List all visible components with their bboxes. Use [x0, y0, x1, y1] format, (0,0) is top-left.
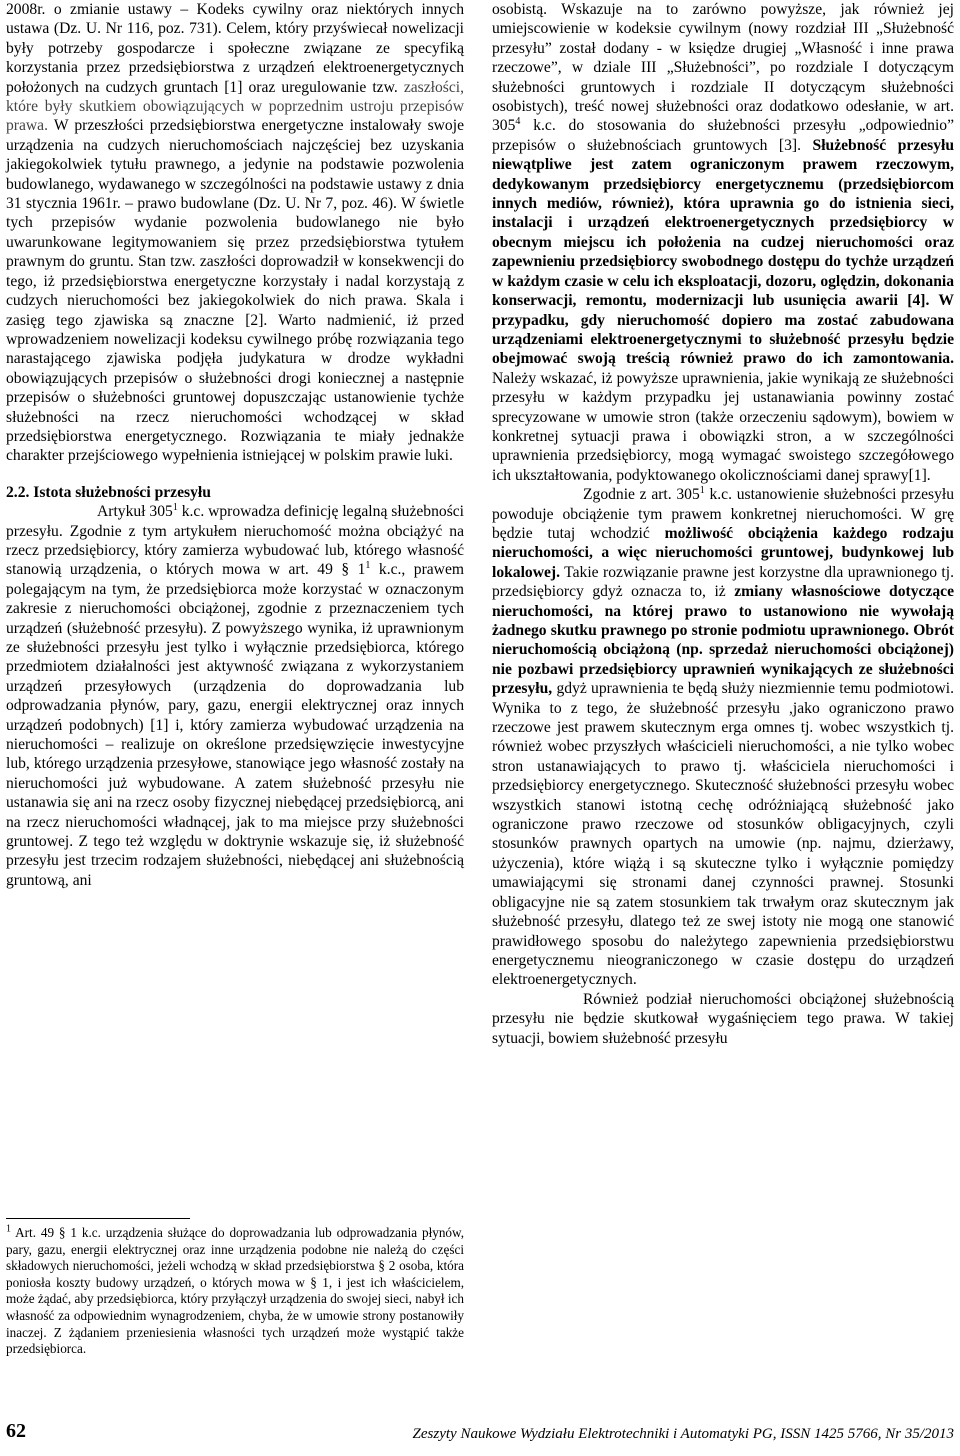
- footnote: [6, 1225, 464, 1358]
- paragraph: [6, 502, 464, 890]
- section-heading: 2.2. Istota służebności przesyłu: [6, 483, 211, 501]
- paragraph: [492, 0, 954, 485]
- text-span: Należy wskazać, iż powyższe uprawnienia, jakie wynikają ze służebności przesyłu w każdym przypadku jej ustanawiania powinny zostać sprecyzowane w umowie stron (także orzeczeniu sądowym), bowiem w konkretnej sytuacji prawa i obowiązki stron, a w szczególności uprawnienia przedsiębiorcy, mogą wymagać swoistego szczegółowego ich ukształtowania, podyktowanego okolicznościami danej sprawy[1].: [492, 369, 954, 484]
- footnote-separator: [6, 1218, 190, 1219]
- superscript: 1: [365, 560, 371, 572]
- footnote-text: Art. 49 § 1 k.c. urządzenia służące do doprowadzania lub odprowadzania płynów, pary, gazu, energii elektrycznej oraz inne urządzenia podobne nie należą do części składowych nieruchomości, jeżeli wchodzą w skład przedsiębiorstwa § 2 osoba, która poniosła koszty budowy urządzeń, o których mowa w § 1, i jest ich właścicielem, może żądać, aby przedsiębiorca, który przyłączył urządzenia do swojej sieci, nabył ich własność za odpowiednim wynagrodzeniem, chyba, że w umowie strony postanowiły inaczej. Z żądaniem przeniesienia własności tych urządzeń może wystąpić także przedsiębiorca.: [6, 1225, 464, 1357]
- page-number: 62: [6, 1420, 26, 1442]
- text-span: k.c. do stosowania do służebności przesyłu „odpowiednio” przepisów o służebnościach gruntowych [3].: [492, 117, 954, 154]
- text-span: k.c. ustanowienie służebności przesyłu powoduje obciążenie tym prawem konkretnej nieruchomości. W grę będzie tutaj wchodzić: [492, 486, 954, 542]
- superscript: 1: [699, 484, 705, 496]
- bold-text: zmiany własnościowe dotyczące nieruchomości, na której prawo to ustanowiono nie wywołają żadnego skutku prawnego po stronie podmiotu uprawnionego. Obrót nieruchomością obciążoną (np. sprzedaż nieruchomości obciążonej) nie pozbawi przedsiębiorcy uprawnień wynikających ze służebności przesyłu,: [492, 583, 954, 698]
- text-span: gdyż uprawnienia te będą służy niezmiennie temu podmiotowi. Wynika to z tego, że służebność przesyłu ,jako ograniczono prawo rzeczowe jest prawem skutecznym erga omnes tj. wobec wszystkich tj. również wobec przyszłych właścicieli nieruchomości, a nie tylko wobec stron ustanawiających to prawo tj. właściciela nieruchomości i przedsiębiorcy energetycznego. Skuteczność służebności przesyłu wobec wszystkich stanowi istotną cechę odróżniającą służebność jako ograniczone prawo rzeczowe od stosunków obligacyjnych, czyli stosunków prawnych opartych na umowie (np. najmu, dzierżawy, użyczenia), które wiążą i są skuteczne tylko i wyłącznie pomiędzy umawiającymi się stronami danej czynności prawnej. Stosunki obligacyjne nie są zatem stosunkiem tak trwałym oraz skutecznym jak służebność przesyłu, dlatego też ze swej istoty nie mogą one stanowić prawidłowego sposobu do należytego zapewnienia przedsiębiorstwu energetycznemu nieograniczonego w czasie dostępu do urządzeń elektroenergetycznych.: [492, 680, 954, 989]
- text-span: k.c. wprowadza definicję legalną służebności przesyłu. Zgodnie z tym artykułem nieruchomość można obciążyć na rzecz przedsiębiorcy, który zamierza wybudować lub, którego własność stanowią urządzenia, o których mowa w art. 49 § 1: [6, 503, 465, 579]
- paragraph: [6, 0, 464, 466]
- journal-footer: Zeszyty Naukowe Wydziału Elektrotechniki i Automatyki PG, ISSN 1425 5766, Nr 35/2013: [412, 1426, 954, 1442]
- footnote-marker: 1: [6, 1223, 11, 1235]
- bold-text: Służebność przesyłu niewątpliwe jest zatem ograniczonym prawem rzeczowym, dedykowanym przedsiębiorcy energetycznemu (przedsiębiorcom innych mediów, również), która uprawnia go do istnienia sieci, instalacji i urządzeń elektroenergetycznych przedsiębiorcy w obecnym miejscu ich położenia na cudzej nieruchomości oraz zapewnieniu przedsiębiorcy swobodnego dostępu do tychże urządzeń w każdym czasie w celu ich eksploatacji, dozoru, oględzin, dokonania konserwacji, remontu, modernizacji lub usunięcia awarii [4]. W przypadku, gdy nieruchomość dopiero ma zostać zabudowana urządzeniami elektroenergetycznymi to służebność przesyłu będzie obejmować swoją treścią również prawo do ich zamontowania.: [492, 136, 955, 368]
- paragraph: Również podział nieruchomości obciążonej służebnością przesyłu nie będzie skutkował wygaśnięciem tego prawa. W takiej sytuacji, bowiem służebność przesyłu: [492, 990, 954, 1047]
- text-span: Zgodnie z art. 305: [583, 486, 700, 504]
- text-span: Takie rozwiązanie prawne jest korzystne dla uprawnionego tj. przedsiębiorcy gdyż oznacza to, iż: [492, 563, 954, 601]
- superscript: 4: [515, 116, 521, 128]
- text-span: Artykuł 305: [97, 503, 173, 521]
- text-span: W przeszłości przedsiębiorstwa energetyczne instalowały swoje urządzenia na cudzych nieruchomościach najczęściej bez uzyskania jakiegokolwiek tytułu prawnego, a jedynie na podstawie pozwolenia budowlanego, wydawanego w szczególności na podstawie ustawy z dnia 31 stycznia 1961r. – prawo budowlane (Dz. U. Nr 7, poz. 46). W świetle tych przepisów wydanie pozwolenia budowlanego nie było uwarunkowane legitymowaniem się przez przedsiębiorstwa tytułem prawnym do gruntu. Stan tzw. zaszłości doprowadził w konsekwencji do tego, iż przedsiębiorstwa energetyczne korzystały i nadal korzystają z cudzych nieruchomości bez jakiegokolwiek do nich prawa. Skala i zasięg tego zjawiska są znaczne [2]. Warto nadmienić, iż przed wprowadzeniem nowelizacji kodeksu cywilnego próbę rozwiązania tego narastającego zjawiska podjęła judykatura w drodze wykładni obowiązujących przepisów o służebności drogi koniecznej a następnie przepisów o służebności gruntowej dopuszczając ustanowienie tychże służebności na rzecz nieruchomości wchodzącej w skład przedsiębiorstwa energetycznego. Rozwiązania te miały jednakże charakter przejściowego wypełnienia istniejącej w polskim prawie luki.: [6, 117, 464, 465]
- text-span: osobistą. Wskazuje na to zarówno powyższe, jak również jej umiejscowienie w kodeksie cywilnym (nowy rozdział III „Służebność przesyłu” został dodany - w księdze drugiej „Własność i inne prawa rzeczowe”, w dziale III „Służebności”, po rozdziale I dotyczącym służebności gruntowych i rozdziale II dotyczącym służebności osobistych), treść nowej służebności oraz dodatkowo odesłanie, w art. 305: [492, 1, 954, 135]
- text-span: zaszłości, które były skutkiem obowiązujących w poprzednim ustroju przepisów prawa.: [6, 78, 464, 135]
- right-column: [492, 0, 954, 1048]
- left-column: [6, 0, 464, 890]
- bold-text: możliwość obciążenia każdego rodzaju nieruchomości, a więc nieruchomości gruntowej, budynkowej lub lokalowej.: [492, 524, 954, 581]
- text-span: k.c., prawem polegającym na tym, że przedsiębiorca może korzystać w oznaczonym zakresie z nieruchomości obciążonej, zgodnie z przeznaczeniem tych urządzeń (służebność przesyłu). Z powyższego wynika, iż uprawnionym ze służebności przesyłu jest tylko i wyłącznie przedsiębiorca, którego przedmiotem działalności jest aktywność związana z wykorzystaniem urządzeń przesyłowych (urządzenia do doprowadzania lub odprowadzania płynów, pary, gazu, energii elektrycznej oraz innych urządzeń podobnych) [1] i, który zamierza wybudować urządzenia na nieruchomości – realizuje on określone przedsięwzięcie inwestycyjne lub, którego urządzenia przesyłowe, stanowiące jego własność zostały na nieruchomości już wybudowane. A zatem służebność przesyłu nie ustanawia się ani na rzecz osoby fizycznej niebędącej przedsiębiorcą, ani na rzecz nieruchomości władnącej, jak to ma miejsce przy służebności gruntowej. Z tego też względu w doktrynie wskazuje się, iż służebność przesyłu jest trzecim rodzajem służebności, niebędącej ani służebnością gruntową, ani: [6, 561, 464, 889]
- paragraph: [492, 485, 954, 990]
- text-span: 2008r. o zmianie ustawy – Kodeks cywilny oraz niektórych innych ustawa (Dz. U. Nr 116, poz. 731). Celem, który przyświecał nowelizacji były potrzeby gospodarcze i społeczne związane ze specyfiką korzystania przez przedsiębiorstwa z urządzeń elektroenergetycznych położonych na cudzych gruntach [1] oraz uregulowanie tzw.: [6, 1, 464, 96]
- superscript: 1: [172, 501, 178, 513]
